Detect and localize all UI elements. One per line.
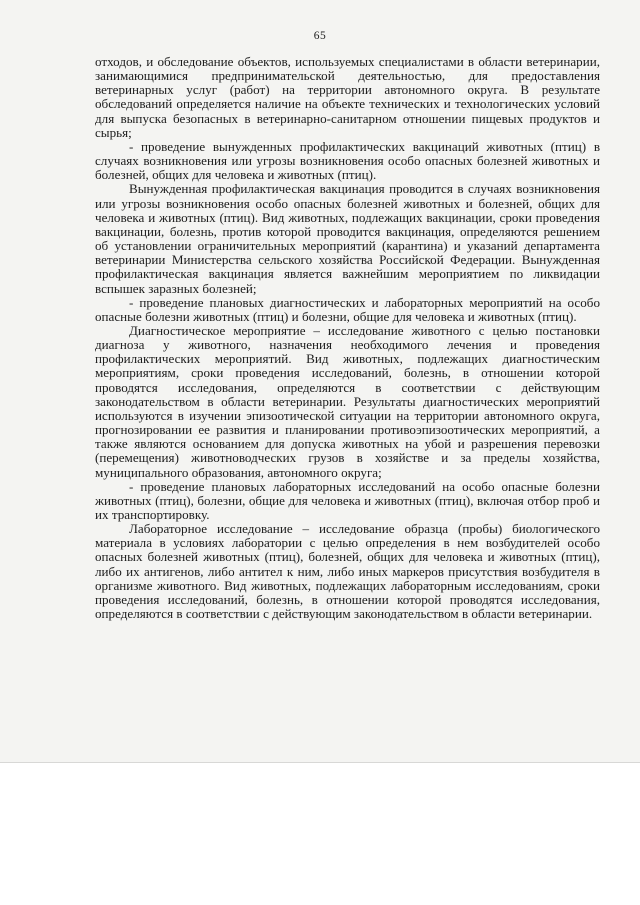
paragraph: Диагностическое мероприятие – исследование животного с целью постановки диагноза у животного, назначения необходимого лечения и проведения профилактических мероприятий. Вид животных, подлежащих диагностическим мероприятиям, сроки проведения исследований, болезнь, в отношении которой проводятся исследования, определяются в соответствии с действующим законодательством в области ветеринарии. Результаты диагностических мероприятий используются в изучении эпизоотической ситуации на территории автономного округа, прогнозировании ее развития и планировании противоэпизоотических мероприятий, а также являются основанием для допуска животных на убой и разрешения перевозки (перемещения) животноводческих грузов в хозяйстве и за пределы хозяйства, муниципального образования, автономного округа; (95, 322, 600, 480)
paragraph: Лабораторное исследование – исследование образца (пробы) биологического материала в условиях лаборатории с целью определения в нем возбудителей особо опасных болезней животных (птиц), болезней, общих для человека и животных (птиц), либо их антигенов, либо антител к ним, либо иных маркеров присутствия возбудителя в организме животного. Вид животных, подлежащих лабораторным исследованиям, сроки проведения исследований, болезнь, в отношении которой проводятся исследования, определяются в соответствии с действующим законодательством в области ветеринарии. (95, 521, 600, 622)
paragraph: Вынужденная профилактическая вакцинация проводится в случаях возникновения или угрозы возникновения особо опасных болезней животных и болезней, общих для человека и животных (птиц). Вид животных, подлежащих вакцинации, сроки проведения вакцинации, болезнь, против которой проводится вакцинация, определяются решением об установлении ограничительных мероприятий (карантина) и указаний департамента ветеринарии Министерства сельского хозяйства Российской Федерации. Вынужденная профилактическая вакцинация является важнейшим мероприятием по ликвидации вспышек заразных болезней; (95, 181, 600, 296)
document-body (95, 55, 600, 621)
page-number: 65 (313, 30, 327, 42)
blank-area (0, 763, 640, 905)
paragraph: отходов, и обследование объектов, используемых специалистами в области ветеринарии, занимающимися предпринимательской деятельностью, для предоставления ветеринарных услуг (работ) на территории автономного округа. В результате обследований определяется наличие на объекте технических и технологических условий для выпуска безопасных в ветеринарно-санитарном отношении пищевых продуктов и сырья; (95, 54, 600, 140)
paragraph: - проведение плановых диагностических и лабораторных мероприятий на особо опасные болезни животных (птиц) и болезни, общие для человека и животных (птиц). (95, 294, 600, 324)
paragraph: - проведение плановых лабораторных исследований на особо опасные болезни животных (птиц), болезни, общие для человека и животных (птиц), включая отбор проб и их транспортировку. (95, 478, 600, 522)
paragraph: - проведение вынужденных профилактических вакцинаций животных (птиц) в случаях возникновения или угрозы возникновения особо опасных болезней животных и болезней, общих для человека и животных (птиц). (95, 138, 600, 183)
